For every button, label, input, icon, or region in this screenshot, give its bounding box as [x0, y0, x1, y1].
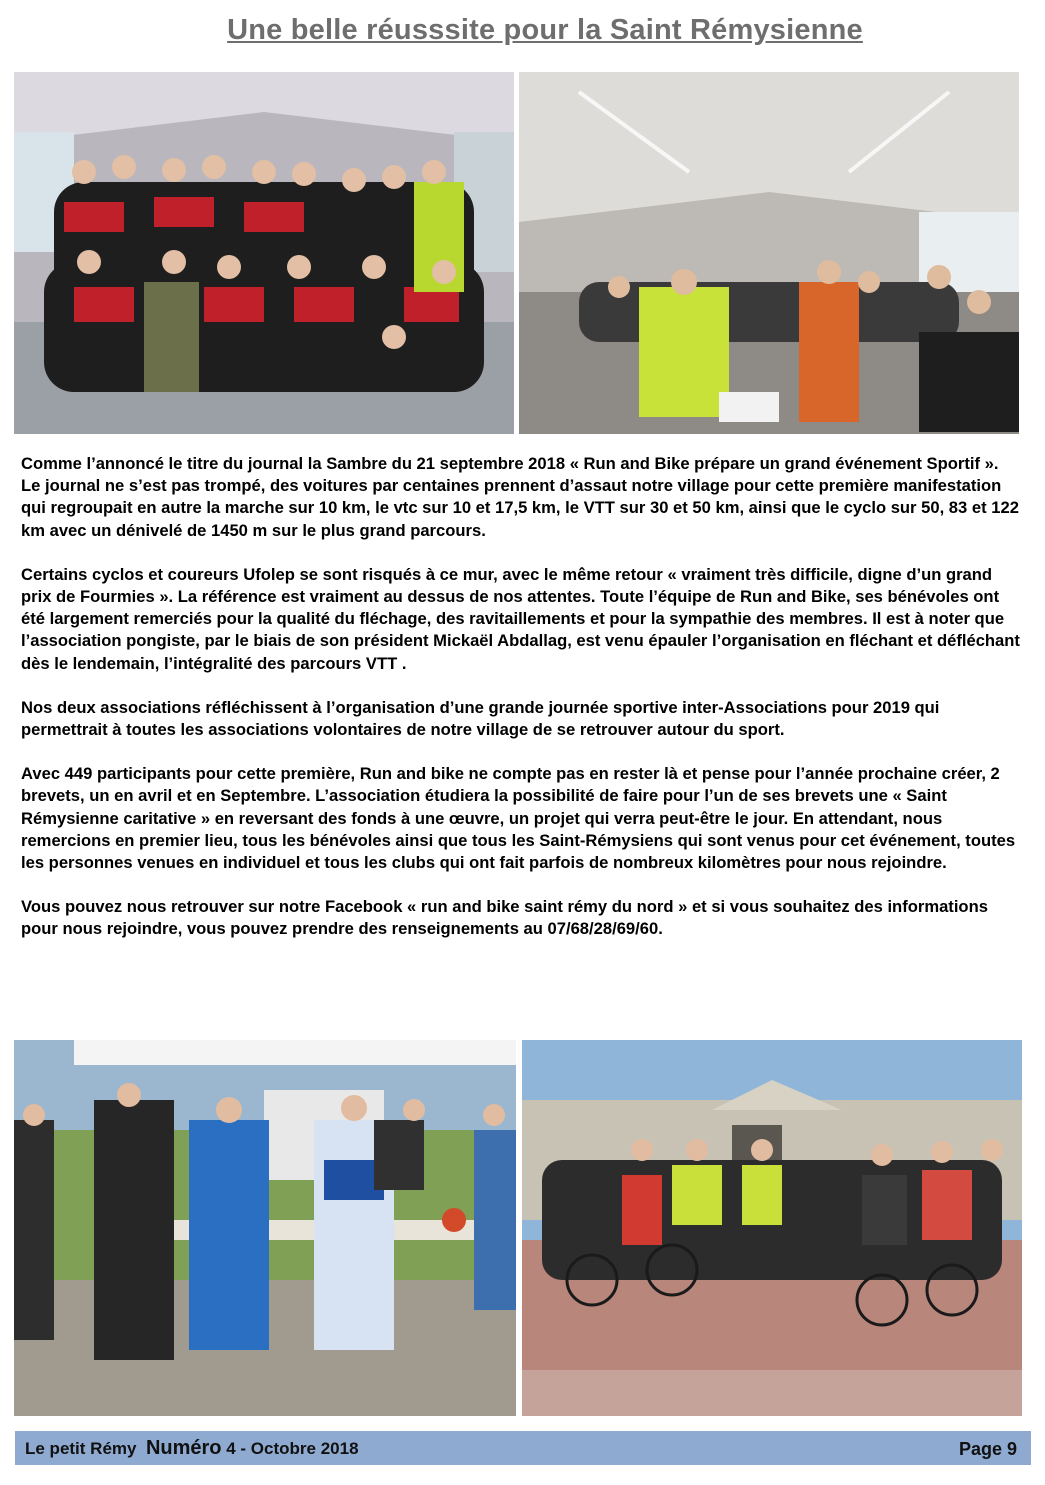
- page-footer: [15, 1431, 1031, 1465]
- footer-publication: Le petit Rémy: [25, 1439, 137, 1458]
- article-paragraph: Nos deux associations réfléchissent à l’organisation d’une grande journée sportive inter-Associations pour 2019 qui permettrait à toutes les associations volontaires de notre village de se retrouver autour du sport.: [21, 697, 940, 740]
- footer-page-number: Page 9: [958, 1439, 1017, 1459]
- article-paragraph: Comme l’annoncé le titre du journal la Sambre du 21 septembre 2018 « Run and Bike prépare un grand événement Sportif ». Le journal ne s’est pas trompé, des voitures par centaines prennent d’assaut notre village pour cette première manifestation qui regroupait en autre la marche sur 10 km, le vtc sur 10 et 17,5 km, le VTT sur 30 et 50 km, ainsi que le cyclo sur 50, 83 et 122 km avec un dénivelé de 1450 m sur le plus grand parcours.: [21, 454, 1019, 540]
- article-paragraph: Vous pouvez nous retrouver sur notre Facebook « run and bike saint rémy du nord » et si vous souhaitez des informations pour nous rejoindre, vous pouvez prendre des renseignements au 07/68/28/69/60.: [21, 897, 988, 939]
- event-hall-photo: [519, 72, 1019, 434]
- page-title: Une belle réusssite pour la Saint Rémysienne: [227, 14, 863, 46]
- footer-issue-date: 4 - Octobre 2018: [226, 1439, 359, 1458]
- article-paragraph: Avec 449 participants pour cette première, Run and bike ne compte pas en rester là et pense pour l’année prochaine créer, 2 brevets, un en avril et en Septembre. L’association étudiera la possibilité de faire pour l’un de ses brevets une « Saint Rémysienne caritative » en reversant des fonds à une œuvre, un projet qui verra peut-être le jour. En attendant, nous remercions en premier lieu, tous les bénévoles ainsi que tous les Saint-Rémysiens qui sont venus pour cet événement, toutes les personnes venues en individuel et tous les clubs qui ont fait parfois de nombreux kilomètres pour nous rejoindre.: [21, 764, 1016, 873]
- article-body: [21, 453, 1021, 963]
- article-paragraph: Certains cyclos et coureurs Ufolep se sont risqués à ce mur, avec le même retour « vraiment très difficile, digne d’un grand prix de Fourmies ». La référence est vraiment au dessus de nos attentes. Toute l’équipe de Run and Bike, ses bénévoles ont été largement remerciés pour la qualité du fléchage, des ravitaillements et pour la sympathie des membres. Il est à noter que l’association pongiste, par le biais de son président Mickaël Abdallag, est venu épauler l’organisation en fléchant et défléchant dès le lendemain, l’intégralité des parcours VTT .: [21, 564, 1020, 673]
- refreshment-tent-photo: [14, 1040, 516, 1416]
- group-cyclists-photo: [14, 72, 514, 434]
- footer-issue: [25, 1437, 359, 1460]
- footer-numero-label: Numéro: [145, 1437, 222, 1459]
- cyclists-outside-building-photo: [522, 1040, 1022, 1416]
